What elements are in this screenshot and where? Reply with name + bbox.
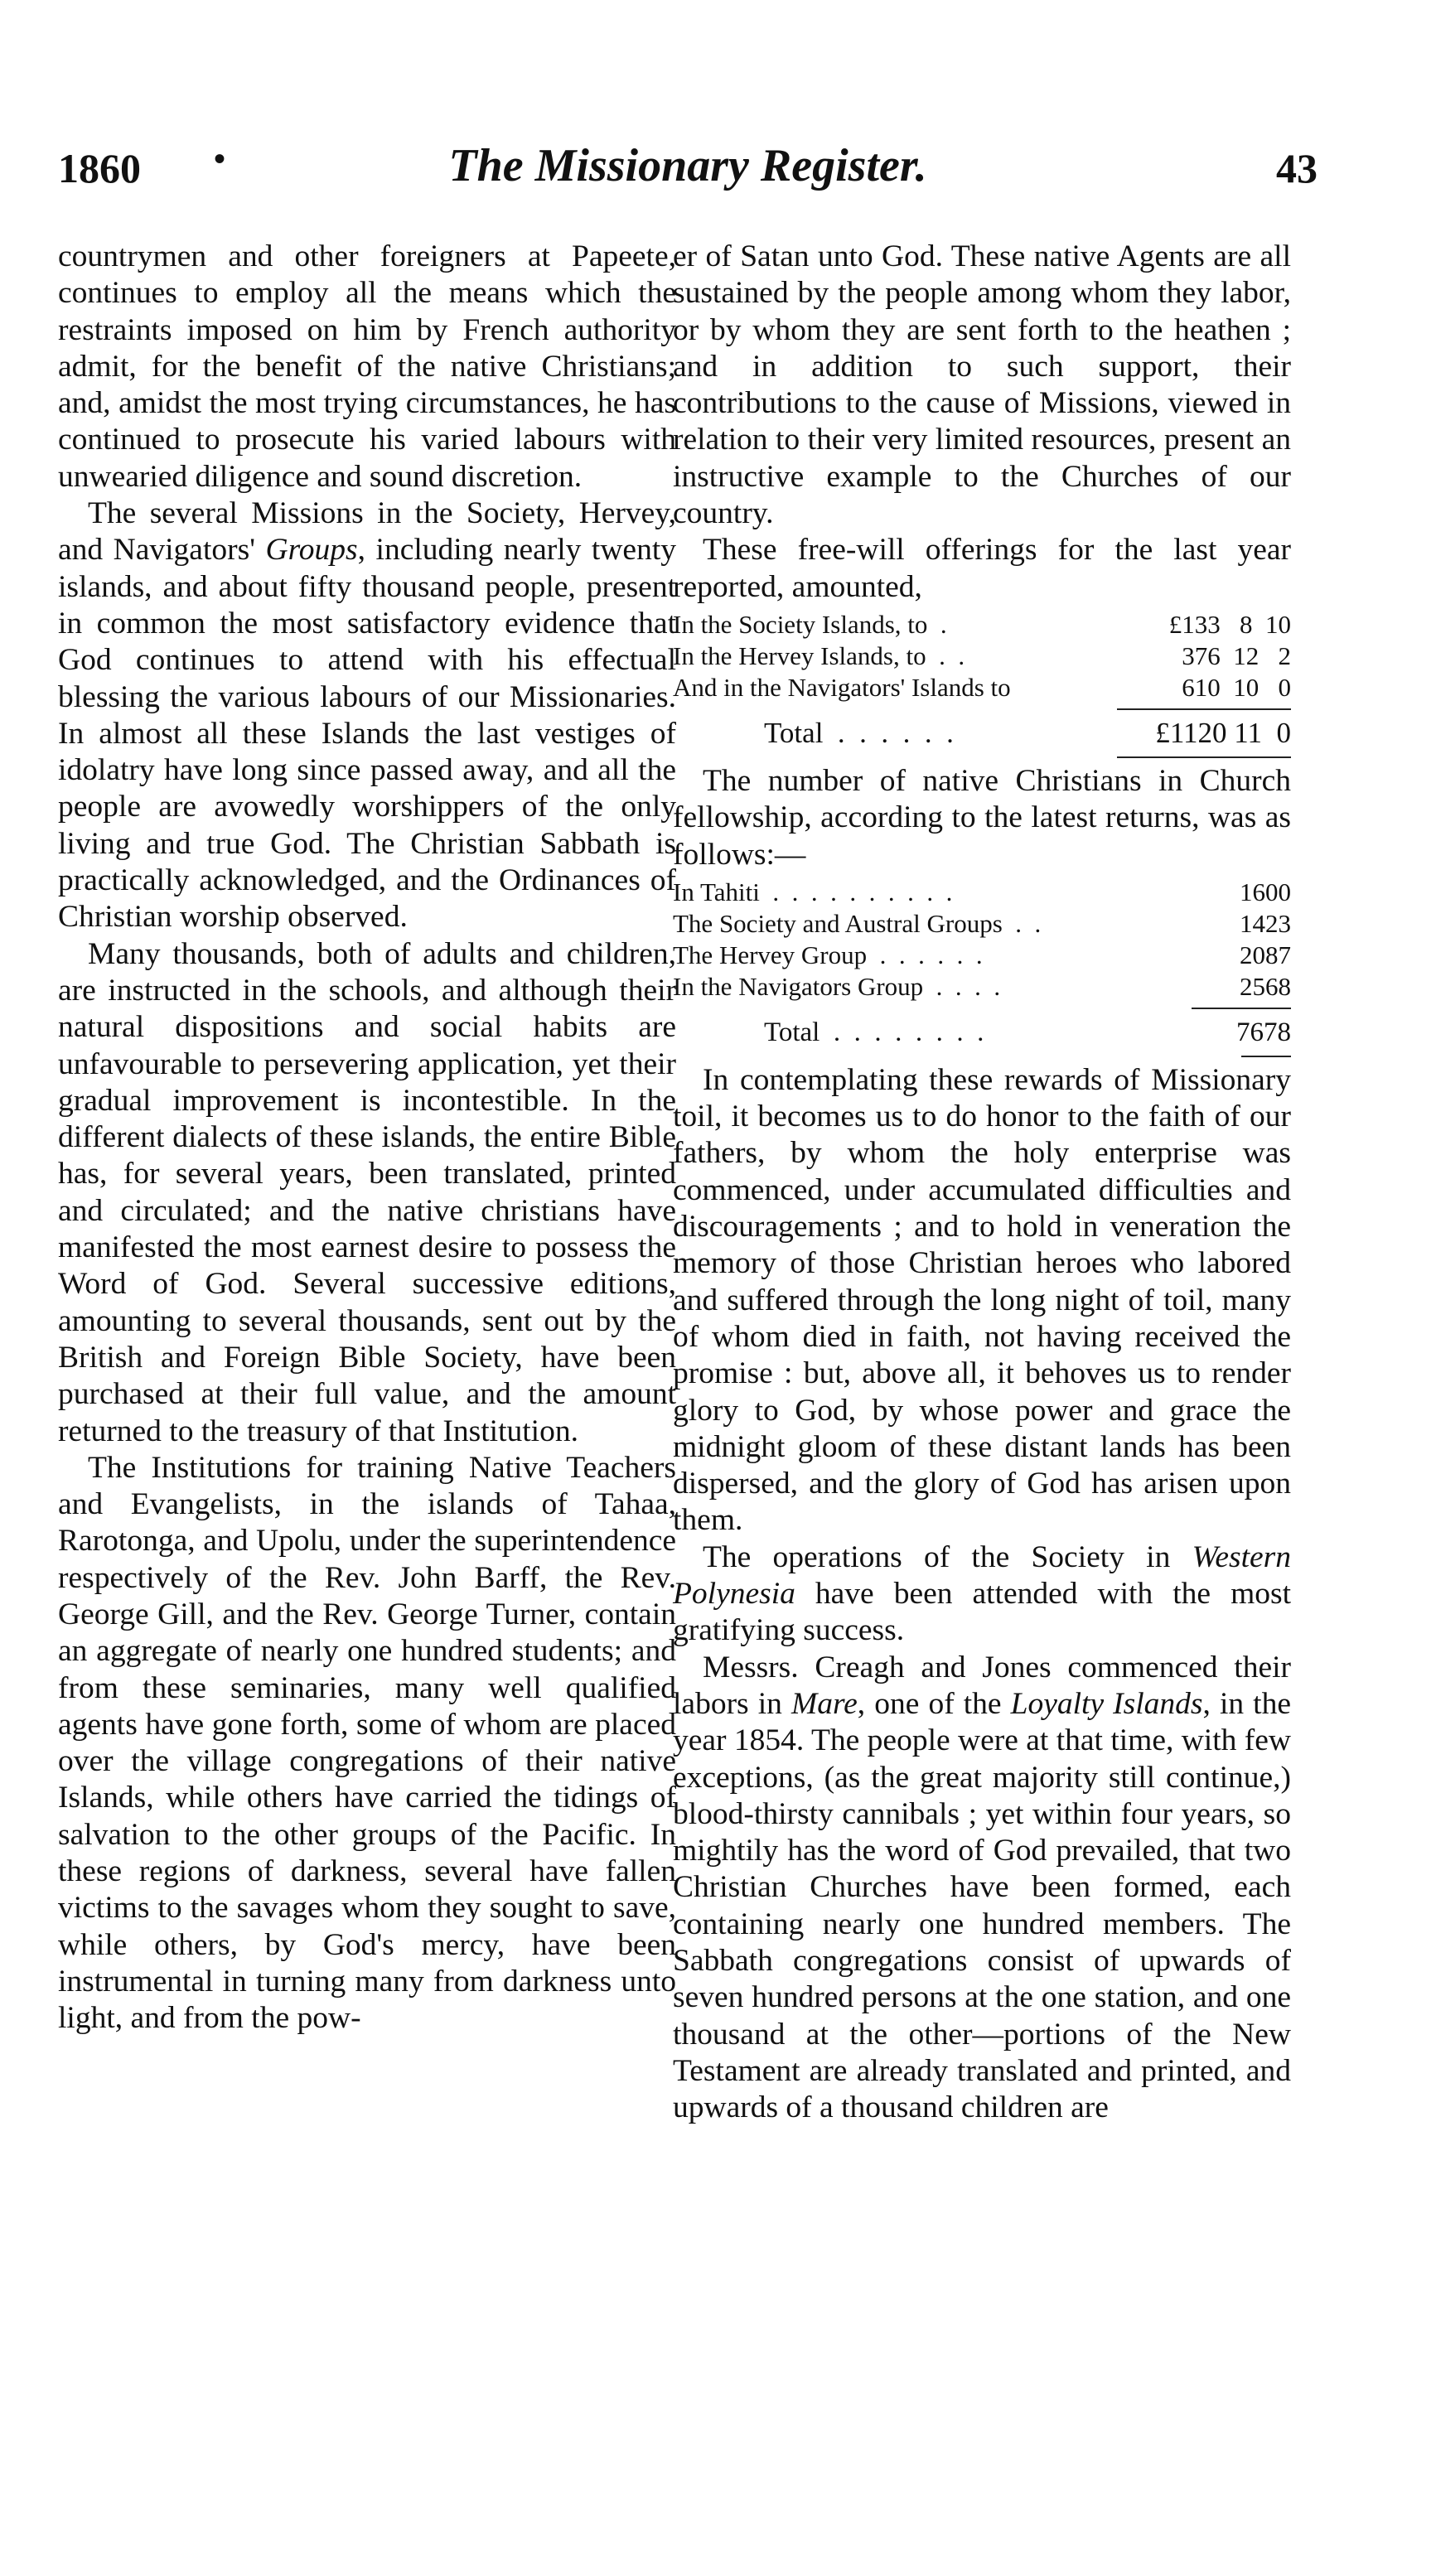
left-paragraph-3: Many thousands, both of adults and children, are instructed in the schools, and although their natural dispositions and social habits are unfavourable to persevering application, yet their gradual improvement is incontestible. In the different dialects of these islands, the entire Bible has, for several years, been translated, printed and circulated; and the native christians have manifested the most earnest desire to possess the Word of God. Several successive editions, amounting to several thousands, sent out by the British and Foreign Bible Society, have been purchased at their full value, and the amount returned to the treasury of that Institution. — [58, 936, 676, 1448]
stray-dot: • — [214, 140, 226, 177]
right-paragraph-4: In contemplating these rewards of Missionary toil, it becomes us to do honor to the faith of our fathers, by whom the holy enterprise was commenced, under accumulated difficulties and discouragements ; and to hold in veneration the memory of those Christian heroes who labored and suffered through the long night of toil, many of whom died in faith, not having received the promise : but, above all, it behoves us to render glory to God, by whose power and grace the midnight gloom of these distant lands has been dispersed, and the glory of God has arisen upon them. — [673, 1062, 1291, 1538]
christians-label: In the Navigators Group . . . . — [673, 971, 1001, 1001]
left-p2-start: The several Missions in the Society, Hervey, and Navigators' — [58, 496, 676, 568]
offering-value: 610 10 0 — [1182, 672, 1291, 702]
page-header — [58, 139, 1318, 214]
offerings-total-label: Total . . . . . . — [764, 716, 954, 749]
christians-value: 1600 — [1240, 877, 1291, 906]
right-paragraph-1: er of Satan unto God. These native Agents are all sustained by the people among whom they labor, or by whom they are sent forth to the heathen ; and in addition to such support, their contributions to the cause of Missions, viewed in relation to their very limited resources, present an instructive example to the Churches of our country. — [673, 239, 1291, 531]
right-p6-c: , in the year 1854. The people were at that time, with few exceptions, (as the great majority still continue,) blood-thirsty cannibals ; yet within four years, so mightily has the word of God prevailed, that two Christian Churches have been formed, each containing nearly one hundred members. The Sabbath congregations consist of upwards of seven hundred persons at the one station, and one thousand at the other—portions of the New Testament are already translated and printed, and upwards of a thousand children are — [673, 1686, 1291, 2125]
right-column — [673, 239, 1291, 2126]
christians-value: 2087 — [1240, 940, 1291, 969]
table-rule — [1117, 708, 1291, 710]
table-row — [673, 940, 1291, 971]
header-page-number: 43 — [1276, 145, 1318, 191]
right-p6-loyalty: Loyalty Islands — [1010, 1686, 1203, 1721]
header-title: The Missionary Register. — [448, 140, 927, 191]
offering-label: And in the Navigators' Islands to — [673, 672, 1011, 702]
right-p5-rest: have been attended with the most gratifying success. — [673, 1577, 1291, 1648]
header-year: 1860 — [58, 145, 141, 191]
christians-label: The Hervey Group . . . . . . — [673, 940, 983, 969]
left-p2-groups: Groups — [265, 533, 358, 568]
right-p6-b: , one of the — [857, 1686, 1002, 1721]
offering-value: 376 12 2 — [1182, 640, 1291, 670]
christians-table — [673, 877, 1291, 1057]
christians-label: In Tahiti . . . . . . . . . . — [673, 877, 953, 906]
offering-label: In the Hervey Islands, to . . — [673, 640, 965, 670]
offering-label: In the Society Islands, to . — [673, 609, 947, 639]
right-p5-place: Western Polynesia — [673, 1539, 1292, 1612]
table-rule — [1192, 1008, 1291, 1009]
table-row — [673, 609, 1291, 640]
christians-total-row — [673, 1014, 1291, 1051]
offerings-total-row — [673, 715, 1291, 752]
christians-label: The Society and Austral Groups . . — [673, 908, 1042, 938]
left-column — [58, 239, 676, 2037]
christians-total-label: Total . . . . . . . . — [764, 1017, 984, 1047]
christians-value: 2568 — [1240, 971, 1291, 1001]
left-p2-rest: , including nearly twenty islands, and about fifty thousand people, present in common the most satisfactory evidence that God continues to attend with his effectual blessing the various labours of our Missionaries. In almost all these Islands the last vestiges of idolatry have long since passed away, and all the people are avowedly worshippers of the only living and true God. The Christian Sabbath is practically acknowledged, and the Ordinances of Christian worship observed. — [58, 533, 676, 935]
right-p5-start: The operations of the Society in — [703, 1539, 1171, 1574]
offerings-total-value: £1120 11 0 — [1155, 716, 1291, 749]
table-row — [673, 971, 1291, 1003]
table-row — [673, 877, 1291, 908]
table-rule — [1117, 756, 1291, 758]
offerings-table — [673, 609, 1291, 758]
right-paragraph-3: The number of native Christians in Church fellowship, according to the latest returns, was as follows:— — [673, 763, 1291, 872]
table-row — [673, 672, 1291, 703]
left-paragraph-2 — [58, 495, 676, 936]
table-row — [673, 908, 1291, 940]
left-paragraph-1: countrymen and other foreigners at Papeete, continues to employ all the means which the restraints imposed on him by French authority admit, for the benefit of the native Christians; and, amidst the most trying circumstances, he has continued to prosecute his varied labours with unwearied diligence and sound discretion. — [58, 239, 676, 494]
christians-value: 1423 — [1240, 908, 1291, 938]
right-p6-mare: Mare — [791, 1686, 858, 1721]
right-paragraph-6 — [673, 1650, 1291, 2127]
offering-value: £133 8 10 — [1168, 609, 1291, 639]
right-paragraph-2: These free-will offerings for the last year reported, amounted, — [673, 533, 1291, 604]
right-p6-a: Messrs. Creagh and Jones commenced their labors in — [673, 1650, 1291, 1721]
christians-total-value: 7678 — [1236, 1017, 1291, 1047]
table-row — [673, 640, 1291, 672]
table-rule — [1241, 1056, 1291, 1057]
right-paragraph-5 — [673, 1539, 1291, 1650]
left-paragraph-4: The Institutions for training Native Teachers and Evangelists, in the islands of Tahaa, Rarotonga, and Upolu, under the superintendence respectively of the Rev. John Barff, the Rev. George Gill, and the Rev. George Turner, contain an aggregate of nearly one hundred students; and from these seminaries, many well qualified agents have gone forth, some of whom are placed over the village congregations of their native Islands, while others have carried the tidings of salvation to the other groups of the Pacific. In these regions of darkness, several have fallen victims to the savages whom they sought to save, while others, by God's mercy, have been instrumental in turning many from darkness unto light, and from the pow- — [58, 1450, 676, 2036]
